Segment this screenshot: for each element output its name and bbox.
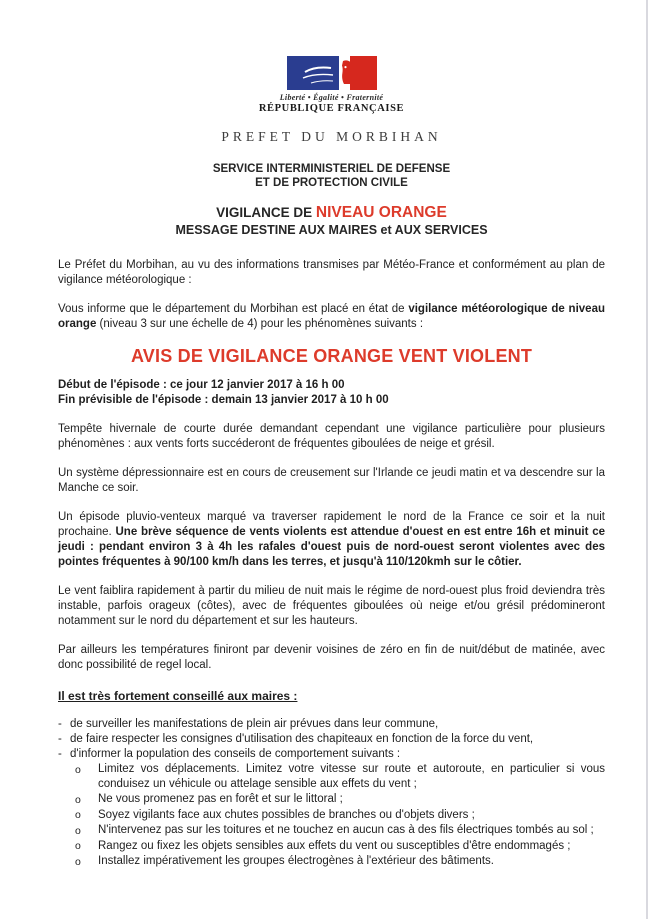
episode-end: Fin prévisible de l'épisode : demain 13 janvier 2017 à 10 h 00 [58,394,389,406]
circle-list-item [58,854,605,870]
circle-list-item [58,792,605,808]
storm-text: Tempête hivernale de courte durée demandant cependant une vigilance particulière pour plusieurs phénomènes : aux vents forts succéderont de fréquentes giboulées de neige et grésil. [58,423,605,450]
circle-marker: o [75,824,81,837]
service-line-2: ET DE PROTECTION CIVILE [255,177,408,189]
dash-list-item [58,717,605,732]
letterhead [58,56,605,237]
depression-text: Un système dépressionnaire est en cours de creusement sur l'Irlande ce jeudi matin et va descendre sur la Manche ce soir. [58,467,605,494]
paragraph-storm [58,422,605,452]
episode-start: Début de l'épisode : ce jour 12 janvier 2017 à 16 h 00 [58,379,345,391]
circle-item-text: Soyez vigilants face aux chutes possibles de branches ou d'objets divers ; [98,808,475,821]
intro-text: Le Préfet du Morbihan, au vu des informations transmises par Météo-France et conformément au plan de vigilance météorologique : [58,259,605,286]
alert-title: AVIS DE VIGILANCE ORANGE VENT VIOLENT [130,346,533,366]
dash-item-text: de faire respecter les consignes d'utilisation des chapiteaux en fonction de la force du vent, [70,733,534,745]
dash-list-item [58,747,605,762]
dash-marker: - [58,733,62,745]
circle-item-text: Rangez ou fixez les objets sensibles aux effets du vent ou susceptibles d'être endommagés ; [98,839,571,852]
circle-list-item [58,762,605,792]
french-republic-logo [259,56,404,114]
episode-dates [58,378,605,408]
paragraph-temperatures [58,643,605,673]
circle-item-text: Limitez vos déplacements. Limitez votre vitesse sur route et autoroute, en particulier si vous conduisez un véhicule ou attelage sensible aux effets du vent ; [98,763,605,790]
paragraph-weakening [58,584,605,629]
dash-item-text: de surveiller les manifestations de plein air prévues dans leur commune, [70,718,439,730]
paragraph-depression [58,466,605,496]
vigilance-level: NIVEAU ORANGE [315,204,447,221]
service-line-1: SERVICE INTERMINISTERIEL DE DEFENSE [212,163,451,175]
vigilance-heading [58,204,605,222]
circle-marker: o [75,809,81,821]
circle-marker: o [75,763,81,776]
temperatures-text: Par ailleurs les températures finiront par devenir voisines de zéro en fin de nuit/début de matinée, avec donc possibilité de regel local. [58,644,605,671]
mayor-advice-list [58,717,605,762]
dash-item-text: d'informer la population des conseils de comportement suivants : [70,748,401,760]
dash-marker: - [58,718,62,730]
circle-item-text: Ne vous promenez pas en forêt et sur le littoral ; [98,793,343,805]
paragraph-wind-sequence [58,510,605,570]
circle-marker: o [75,855,81,868]
inform-bold: vigilance météorologique de niveau orange [58,303,605,330]
sequence-prefix: Un épisode pluvio-venteux marqué va traverser rapidement le nord de la France ce soir et la nuit prochaine. [58,511,605,538]
service-title [58,162,605,190]
advice-heading: Il est très fortement conseillé aux maires : [58,689,298,703]
public-advice-list [58,762,605,870]
circle-list-item [58,823,605,839]
document-body [58,258,605,870]
sequence-bold: Une brève séquence de vents violents est attendue d'ouest en est entre 16h et minuit ce jeudi : pendant environ 3 à 4h les rafales d'ouest puis de nord-ouest seront violentes avec des pointes fréquentes à 90/100 km/h dans les terres, et jusqu'à 110/120kmh sur le côtier. [58,526,605,568]
circle-marker: o [75,840,81,852]
circle-marker: o [75,793,81,806]
marianne-flag-icon [287,56,377,90]
message-destination: MESSAGE DESTINE AUX MAIRES et AUX SERVICES [175,223,488,237]
circle-list-item [58,839,605,855]
vigilance-prefix: VIGILANCE DE [216,205,316,220]
dash-marker: - [58,748,62,760]
dash-list-item [58,732,605,747]
prefecture-title: PREFET DU MORBIHAN [221,129,442,144]
paragraph-inform [58,302,605,332]
circle-item-text: Installez impérativement les groupes électrogènes à l'extérieur des bâtiments. [98,855,494,867]
paragraph-intro [58,258,605,288]
inform-prefix: Vous informe que le département du Morbihan est placé en état de [58,303,409,315]
weakening-text: Le vent faiblira rapidement à partir du milieu de nuit mais le régime de nord-ouest plus froid deviendra très instable, parfois orageux (côtes), avec de fréquentes giboulées où neige et/ou grésil prédomineront notamment sur le nord du département et sur les hauteurs. [58,585,605,627]
logo-motto: Liberté • Égalité • Fraternité [279,93,384,102]
circle-item-text: N'intervenez pas sur les toitures et ne touchez en aucun cas à des fils électriques tombés au sol ; [98,824,594,836]
circle-list-item [58,808,605,824]
logo-republic: RÉPUBLIQUE FRANÇAISE [258,103,405,114]
inform-suffix: (niveau 3 sur une échelle de 4) pour les phénomènes suivants : [96,318,424,330]
